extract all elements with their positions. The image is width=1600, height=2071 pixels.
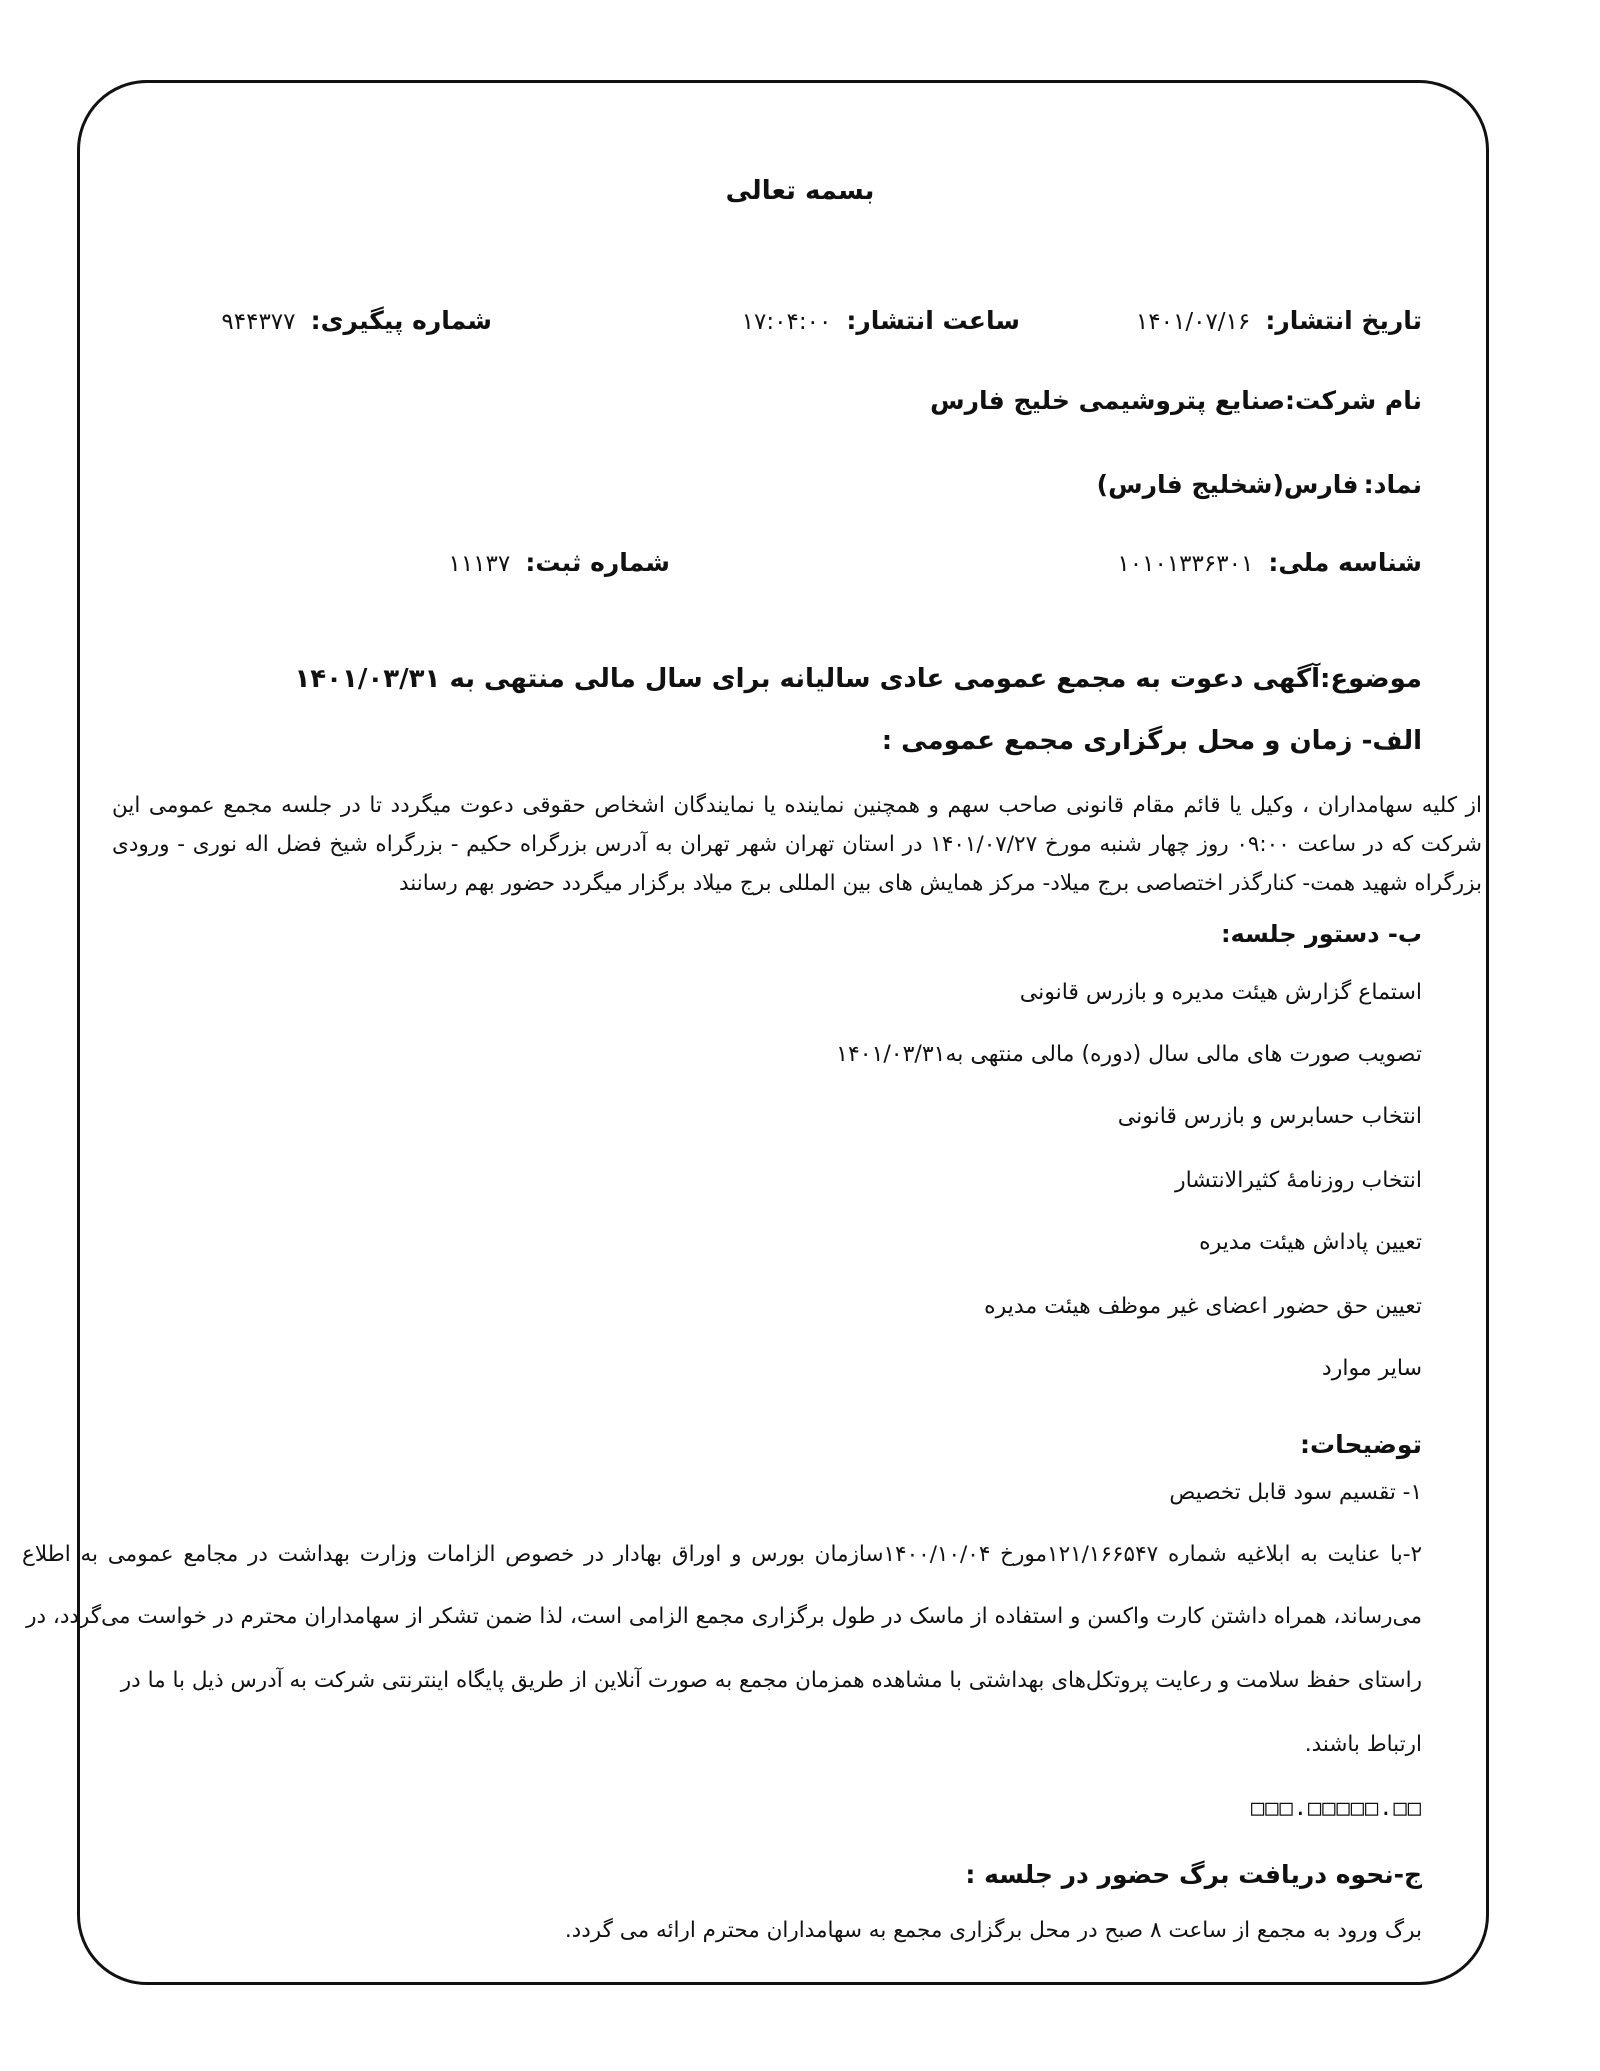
note-1: ۱- تقسیم سود قابل تخصیص	[1169, 1480, 1422, 1505]
agenda-item: تصویب صورت های مالی سال (دوره) مالی منتهی به۱۴۰۱/۰۳/۳۱	[836, 1042, 1422, 1067]
page-title: بسمه تعالی	[725, 176, 875, 206]
company-label: نام شرکت:	[1285, 386, 1422, 415]
agenda-item: انتخاب روزنامۀ کثیرالانتشار	[1174, 1168, 1422, 1193]
note-2-line: ۲-با عنایت به ابلاغیه شماره ۱۲۱/۱۶۶۵۴۷مورخ ۱۴۰۰/۱۰/۰۴سازمان بورس و اوراق بهادار در خصوص الزامات وزارت بهداشت در مجامع عمومی به اطلاع	[22, 1542, 1423, 1567]
section-a-title: الف- زمان و محل برگزاری مجمع عمومی :	[881, 726, 1422, 756]
section-c-body: برگ ورود به مجمع از ساعت ۸ صبح در محل برگزاری مجمع به سهامداران محترم ارائه می گردد.	[564, 1918, 1422, 1943]
publish-time	[742, 306, 1020, 335]
national-id-label: شناسه ملی:	[1268, 548, 1422, 577]
registration-label: شماره ثبت:	[525, 548, 670, 577]
publish-date-value: ۱۴۰۱/۰۷/۱۶	[1135, 309, 1251, 335]
tracking-label: شماره پیگیری:	[310, 306, 492, 335]
company-name	[930, 386, 1422, 415]
publish-date-label: تاریخ انتشار:	[1265, 306, 1422, 335]
section-b-title: ب- دستور جلسه:	[1220, 920, 1422, 948]
section-a-body: از کلیه سهامداران ، وکیل یا قائم مقام قانونی صاحب سهم و همچنین نماینده یا نمایندگان اشخاص حقوقی دعوت میگردد تا در جلسه مجمع عمومی این شرکت که در ساعت ۰۹:۰۰ روز چهار شنبه مورخ ۱۴۰۱/۰۷/۲۷ در استان تهران شهر تهران به آدرس بزرگراه حکیم - بزرگراه شیخ فضل اله نوری - ورودی بزرگراه شهید همت- کنارگذر اختصاصی برج میلاد- مرکز همایش های بین المللی برج میلاد برگزار میگردد حضور بهم رسانند	[112, 793, 1483, 896]
publish-date	[1136, 306, 1422, 335]
notes-title: توضیحات:	[1300, 1430, 1422, 1459]
agenda-item: سایر موارد	[1321, 1356, 1422, 1381]
company-value: صنایع پتروشیمی خلیج فارس	[930, 386, 1286, 415]
tracking-value: ۹۴۴۳۷۷	[221, 309, 296, 335]
registration-value: ۱۱۱۳۷	[448, 551, 511, 577]
agenda-item: تعیین پاداش هیئت مدیره	[1199, 1230, 1422, 1255]
tracking-number	[221, 306, 492, 335]
agenda-item: تعیین حق حضور اعضای غیر موظف هیئت مدیره	[984, 1294, 1422, 1319]
note-2-line: راستای حفظ سلامت و رعایت پروتکل‌های بهداشتی با مشاهده همزمان مجمع به صورت آنلاین از طریق پایگاه اینترنتی شرکت به آدرس ذیل با ما در	[120, 1668, 1422, 1693]
note-2-line: ارتباط باشند.	[1304, 1732, 1422, 1757]
section-c-title: ج-نحوه دریافت برگ حضور در جلسه :	[965, 1860, 1422, 1889]
national-id-value: ۱۰۱۰۱۳۳۶۳۰۱	[1117, 551, 1254, 577]
publish-time-label: ساعت انتشار:	[846, 306, 1020, 335]
agenda-item: انتخاب حسابرس و بازرس قانونی	[1117, 1104, 1422, 1129]
symbol-label: نماد:	[1363, 470, 1422, 499]
subject: موضوع:آگهی دعوت به مجمع عمومی عادی سالیانه برای سال مالی منتهی به ۱۴۰۱/۰۳/۳۱	[294, 664, 1422, 694]
publish-time-value: ۱۷:۰۴:۰۰	[741, 309, 832, 335]
symbol-value: فارس(شخلیج فارس)	[1096, 470, 1359, 499]
national-id	[1117, 548, 1422, 577]
website-address[interactable]: □□□.□□□□□.□□	[1251, 1796, 1422, 1821]
symbol	[1097, 470, 1422, 499]
registration-number	[448, 548, 670, 577]
agenda-item: استماع گزارش هیئت مدیره و بازرس قانونی	[1019, 980, 1422, 1005]
note-2-line: می‌رساند، همراه داشتن کارت واکسن و استفاده از ماسک در طول برگزاری مجمع الزامی است، لذا ضمن تشکر از سهامداران محترم در خواست می‌گردد، در	[26, 1604, 1422, 1629]
